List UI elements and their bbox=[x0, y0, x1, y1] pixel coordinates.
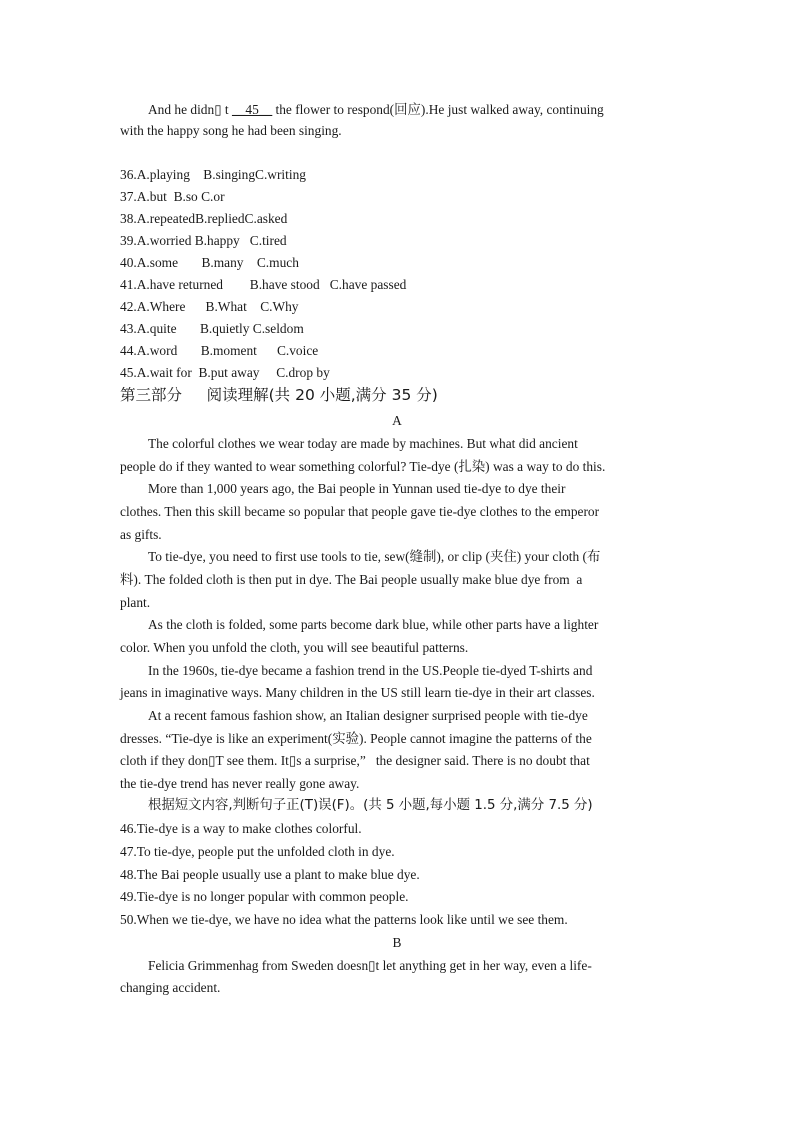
instruction-line: 根据短文内容,判断句子正(T)误(F)。(共 5 小题,每小题 1.5 分,满分 7.5 分) bbox=[148, 798, 593, 813]
option-line-43: 43.A.quite B.quietly C.seldom bbox=[120, 321, 304, 336]
passage-a-line: plant. bbox=[120, 595, 151, 610]
passage-a-line: At a recent famous fashion show, an Italian designer surprised people with tie-dye bbox=[148, 708, 588, 723]
statement-49: 49.Tie-dye is no longer popular with common people. bbox=[120, 889, 409, 904]
intro-line-2: with the happy song he had been singing. bbox=[120, 123, 342, 138]
passage-a-line: The colorful clothes we wear today are made by machines. But what did ancient bbox=[148, 436, 578, 451]
statement-46: 46.Tie-dye is a way to make clothes colorful. bbox=[120, 821, 362, 836]
option-line-39: 39.A.worried B.happy C.tired bbox=[120, 233, 287, 248]
passage-a-line: jeans in imaginative ways. Many children in the US still learn tie-dye in their art classes. bbox=[120, 685, 595, 700]
passage-a-line: In the 1960s, tie-dye became a fashion trend in the US.People tie-dyed T-shirts and bbox=[148, 663, 593, 678]
statement-48: 48.The Bai people usually use a plant to make blue dye. bbox=[120, 867, 420, 882]
statement-50: 50.When we tie-dye, we have no idea what the patterns look like until we see them. bbox=[120, 912, 568, 927]
option-line-41: 41.A.have returned B.have stood C.have passed bbox=[120, 277, 407, 292]
passage-a-line: To tie-dye, you need to first use tools to tie, sew(缝制), or clip (夹住) your cloth (布 bbox=[148, 549, 601, 564]
passage-a-line: cloth if they don▯T see them. It▯s a surprise,” the designer said. There is no doubt that bbox=[120, 753, 590, 768]
option-line-38: 38.A.repeatedB.repliedC.asked bbox=[120, 211, 288, 226]
intro-text-after-blank: the flower to respond(回应).He just walked away, continuing bbox=[272, 102, 604, 117]
option-line-40: 40.A.some B.many C.much bbox=[120, 255, 299, 270]
intro-text-before-blank: And he didn▯ t bbox=[148, 102, 232, 117]
section-heading: 第三部分 阅读理解(共 20 小题,满分 35 分) bbox=[120, 386, 438, 404]
option-line-37: 37.A.but B.so C.or bbox=[120, 189, 225, 204]
passage-a-line: people do if they wanted to wear something colorful? Tie-dye (扎染) was a way to do this. bbox=[120, 459, 606, 474]
passage-a-line: More than 1,000 years ago, the Bai people in Yunnan used tie-dye to dye their bbox=[148, 481, 566, 496]
passage-a-label: A bbox=[392, 413, 402, 428]
passage-a-line: clothes. Then this skill became so popular that people gave tie-dye clothes to the emperor bbox=[120, 504, 600, 519]
passage-b-label: B bbox=[392, 935, 402, 950]
intro-line-1 bbox=[148, 101, 604, 119]
option-line-36: 36.A.playing B.singingC.writing bbox=[120, 167, 306, 182]
passage-b-line: changing accident. bbox=[120, 980, 221, 995]
passage-b-line: Felicia Grimmenhag from Sweden doesn▯t let anything get in her way, even a life- bbox=[148, 958, 592, 973]
passage-a-line: the tie-dye trend has never really gone away. bbox=[120, 776, 360, 791]
passage-a-line: dresses. “Tie-dye is like an experiment(实验). People cannot imagine the patterns of the bbox=[120, 731, 592, 746]
passage-a-line: as gifts. bbox=[120, 527, 162, 542]
passage-a-line: 料). The folded cloth is then put in dye. The Bai people usually make blue dye from a bbox=[120, 572, 583, 587]
statement-47: 47.To tie-dye, people put the unfolded cloth in dye. bbox=[120, 844, 395, 859]
option-line-44: 44.A.word B.moment C.voice bbox=[120, 343, 319, 358]
option-line-42: 42.A.Where B.What C.Why bbox=[120, 299, 299, 314]
passage-a-line: As the cloth is folded, some parts become dark blue, while other parts have a lighter bbox=[148, 617, 599, 632]
answer-blank-45: __45__ bbox=[232, 102, 273, 117]
passage-a-line: color. When you unfold the cloth, you will see beautiful patterns. bbox=[120, 640, 469, 655]
option-line-45: 45.A.wait for B.put away C.drop by bbox=[120, 365, 330, 380]
